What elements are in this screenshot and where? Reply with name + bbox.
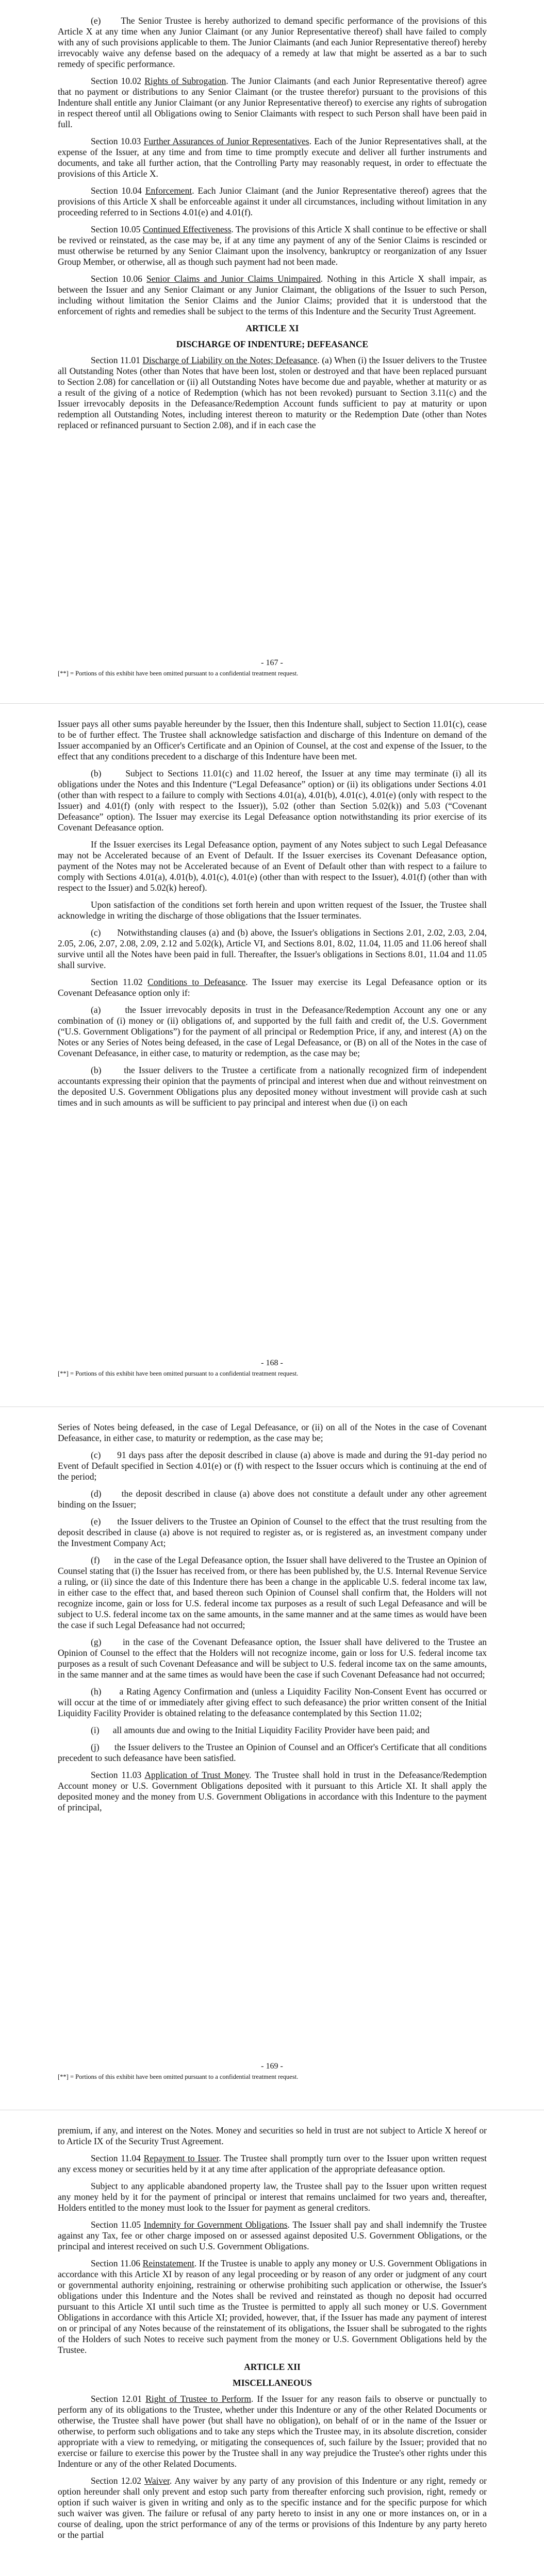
page-170 bbox=[0, 2110, 544, 2576]
paragraph bbox=[58, 136, 487, 179]
paragraph-text: (f) in the case of the Legal Defeasance option, the Issuer shall have delivered to the Trustee an Opinion of Counsel stating that (i) the Issuer has received from, or there has been published by, the U.S. Internal Revenue Service a ruling, or (ii) since the date of this Indenture there has been a change in the applicable U.S. federal income tax law, in either case to the effect that, and based thereon such Opinion of Counsel shall confirm that, the Holders will not recognize income, gain or loss for U.S. federal income tax purposes as a result of such Legal Defeasance and will be subject to U.S. federal income tax on the same amounts, in the same manner and at the same times as would have been the case if such Legal Defeasance had not occurred; bbox=[58, 1555, 487, 1630]
paragraph-text: (i) all amounts due and owing to the Initial Liquidity Facility Provider have been paid; and bbox=[91, 1725, 430, 1735]
paragraph-text: Upon satisfaction of the conditions set forth herein and upon written request of the Issuer, the Trustee shall acknowledge in writing the discharge of those obligations that the Issuer terminates. bbox=[58, 900, 487, 921]
page-169-body bbox=[58, 1422, 487, 1819]
section-heading: ARTICLE XII bbox=[244, 2362, 301, 2372]
paragraph-text: premium, if any, and interest on the Notes. Money and securities so held in trust are not subject to Article X hereof or to Article IX of the Security Trust Agreement. bbox=[58, 2125, 487, 2146]
page-number: - 167 - bbox=[261, 658, 283, 667]
paragraph-text: . The Trustee shall promptly turn over to the Issuer upon written request any excess money or securities held by it at any time after application of the appropriate defeasance option. bbox=[58, 2153, 487, 2174]
section-heading: DISCHARGE OF INDENTURE; DEFEASANCE bbox=[176, 339, 369, 349]
paragraph-text: (h) a Rating Agency Confirmation and (unless a Liquidity Facility Non-Consent Event has occurred or will occur at the time of or immediately after giving effect to such defeasance) the prior written consent of the Initial Liquidity Facility Provider is obtained relating to the defeasance contemplated by this Section 11.02; bbox=[58, 1686, 487, 1718]
confidential-footnote: [**] = Portions of this exhibit have been omitted pursuant to a confidential treatment request. bbox=[58, 670, 299, 677]
paragraph-text: Section 11.04 bbox=[91, 2153, 144, 2163]
paragraph bbox=[58, 1516, 487, 1549]
paragraph-text: . The Trustee shall hold in trust in the Defeasance/Redemption Account money or U.S. Government Obligations deposited with it pursuant to this Article XI. It shall apply the deposited money and the money from U.S. Government Obligations in accordance with this Indenture to the payment of principal, bbox=[58, 1770, 487, 1812]
paragraph bbox=[58, 2125, 487, 2147]
paragraph-text: Section 11.05 bbox=[91, 2219, 144, 2230]
paragraph bbox=[58, 1065, 487, 1108]
paragraph-text: (e) the Issuer delivers to the Trustee an Opinion of Counsel to the effect that the trust resulting from the deposit described in clause (a) above is not required to register as, or is registered as, an investment company under the Investment Company Act; bbox=[58, 1516, 487, 1548]
paragraph bbox=[58, 719, 487, 762]
page-168 bbox=[0, 703, 544, 1406]
paragraph-text: Section 10.05 bbox=[91, 224, 143, 234]
paragraph bbox=[58, 2181, 487, 2213]
section-heading: MISCELLANEOUS bbox=[233, 2378, 312, 2388]
paragraph-text: . The Junior Claimants (and each Junior Representative thereof) agree that no payment or distributions to any Senior Claimant (or the trustee therefor) pursuant to the provisions of this Indenture shall entitle any Junior Claimant (or any Junior Representative thereof) to exercise any rights of subrogation in respect thereof until all Obligations owing to Senior Claimants with respect to such Person shall have been paid in full. bbox=[58, 76, 487, 129]
paragraph bbox=[58, 224, 487, 267]
page-168-body bbox=[58, 719, 487, 1114]
paragraph-text: . Nothing in this Article X shall impair, as between the Issuer and any Senior Claimant or any Junior Claimant, the obligations of the Issuer to such Person, including without limitation the Senior Claims and the Junior Claims; provided that it is understood that the enforcement of rights and remedies shall be subject to the terms of this Indenture and the Security Trust Agreement. bbox=[58, 274, 487, 316]
paragraph bbox=[58, 1422, 487, 1444]
paragraph-text: Section 10.06 bbox=[91, 274, 146, 284]
section-caption: Reinstatement bbox=[142, 2258, 194, 2268]
section-caption: Rights of Subrogation bbox=[144, 76, 226, 86]
page-167 bbox=[0, 0, 544, 703]
section-caption: Waiver bbox=[144, 2476, 170, 2486]
paragraph bbox=[58, 900, 487, 921]
paragraph-text: Section 11.01 bbox=[91, 355, 143, 365]
page-167-body bbox=[58, 15, 487, 437]
paragraph bbox=[58, 1770, 487, 1813]
section-caption: Repayment to Issuer bbox=[143, 2153, 219, 2163]
paragraph-text: Section 11.02 bbox=[91, 977, 148, 987]
paragraph-text: (c) Notwithstanding clauses (a) and (b) above, the Issuer's obligations in Sections 2.01, 2.02, 2.03, 2.04, 2.05, 2.06, 2.07, 2.08, 2.09, 2.12 and 5.02(k), Article VI, and Sections 8.01, 8.02, 11.04, 11.05 and 11.06 hereof shall survive until all the Notes have been paid in full. Thereafter, the Issuer's obligations in Sections 8.01, 11.04 and 11.05 shall survive. bbox=[58, 927, 487, 970]
paragraph-text: . The Issuer shall pay and shall indemnify the Trustee against any Tax, fee or other charge imposed on or assessed against deposited U.S. Government Obligations, or the principal and interest received on such U.S. Government Obligations. bbox=[58, 2219, 487, 2251]
paragraph bbox=[58, 1637, 487, 1680]
paragraph-text: Section 11.06 bbox=[91, 2258, 143, 2268]
paragraph-text: Section 12.02 bbox=[91, 2476, 144, 2486]
paragraph bbox=[58, 2153, 487, 2175]
paragraph-text: Issuer pays all other sums payable hereunder by the Issuer, then this Indenture shall, subject to Section 11.01(c), cease to be of further effect. The Trustee shall acknowledge satisfaction and discharge of this Indenture on demand of the Issuer accompanied by an Officer's Certificate and an Opinion of Counsel, at the cost and expense of the Issuer, to the effect that any conditions precedent to a discharge of this Indenture have been met. bbox=[58, 719, 487, 761]
paragraph-text: Section 10.03 bbox=[91, 136, 144, 146]
paragraph-text: . If the Trustee is unable to apply any money or U.S. Government Obligations in accordance with this Article XI by reason of any legal proceeding or by reason of any order or judgment of any court or governmental authority enjoining, restraining or otherwise prohibiting such application or otherwise, the Issuer's obligations under this Indenture and the Notes shall be revived and reinstated as though no deposit had occurred pursuant to this Article XI until such time as the Trustee is permitted to apply all such money or U.S. Government Obligations in accordance with this Article XI; provided, however, that, if the Issuer has made any payment of interest on or principal of any Notes because of the reinstatement of its obligations, the Issuer shall be subrogated to the rights of the Holders of such Notes to receive such payment from the money or U.S. Government Obligations held by the Trustee. bbox=[58, 2258, 487, 2355]
paragraph-text: (a) the Issuer irrevocably deposits in trust in the Defeasance/Redemption Account any one or any combination of (i) money or (ii) obligations of, and supported by the full faith and credit of, the U.S. Government (“U.S. Government Obligations”) for the payment of all principal or Redemption Price, if any, and interest (A) on the Notes or any Series of Notes being defeased, in the case of Legal Defeasance, or (B) on all of the Notes in the case of Covenant Defeasance, in either case, to maturity or redemption, as the case may be; bbox=[58, 1005, 487, 1058]
paragraph bbox=[58, 355, 487, 431]
paragraph bbox=[58, 1742, 487, 1764]
paragraph bbox=[58, 927, 487, 971]
paragraph-text: Section 10.02 bbox=[91, 76, 145, 86]
section-heading: ARTICLE XI bbox=[245, 323, 299, 333]
confidential-footnote: [**] = Portions of this exhibit have been omitted pursuant to a confidential treatment request. bbox=[58, 2073, 299, 2080]
paragraph bbox=[58, 768, 487, 833]
paragraph bbox=[58, 1488, 487, 1510]
paragraph bbox=[58, 2219, 487, 2252]
paragraph-text: (c) 91 days pass after the deposit described in clause (a) above is made and during the 91-day period no Event of Default specified in Section 4.01(e) or (f) with respect to the Issuer occurs which is continuing at the end of the period; bbox=[58, 1450, 487, 1482]
paragraph-text: (b) Subject to Sections 11.01(c) and 11.02 hereof, the Issuer at any time may terminate (i) all its obligations under the Notes and this Indenture (“Legal Defeasance” option) or (ii) its obligations under Sections 4.01 (other than with respect to a failure to comply with Sections 4.01(a), 4.01(b), 4.01(c), 4.01(e) (only with respect to the Issuer) and 4.01(f) (only with respect to the Issuer)), 5.02 (other than Section 5.02(k)) and 5.03 (“Covenant Defeasance” option). The Issuer may exercise its Legal Defeasance option notwithstanding its prior exercise of its Covenant Defeasance option. bbox=[58, 768, 487, 833]
section-caption: Senior Claims and Junior Claims Unimpaired bbox=[146, 274, 321, 284]
paragraph-text: . Each Junior Claimant (and the Junior Representative thereof) agrees that the provisions of this Article X shall be enforceable against it under all circumstances, including without limitation in any proceeding referred to in Sections 4.01(e) and 4.01(f). bbox=[58, 185, 487, 217]
section-caption: Application of Trust Money bbox=[144, 1770, 250, 1780]
section-caption: Indemnity for Government Obligations bbox=[143, 2219, 288, 2230]
paragraph bbox=[58, 1686, 487, 1719]
paragraph bbox=[58, 1555, 487, 1631]
page-170-body bbox=[58, 2125, 487, 2547]
section-caption: Discharge of Liability on the Notes; Defeasance bbox=[142, 355, 318, 365]
paragraph-text: . The Issuer may exercise its Legal Defeasance option or its Covenant Defeasance option only if: bbox=[58, 977, 487, 998]
paragraph bbox=[58, 15, 487, 70]
paragraph-text: . If the Issuer for any reason fails to observe or punctually to perform any of its obligations to the Trustee, whether under this Indenture or any of the other Related Documents or otherwise, the Trustee shall have power (but shall have no obligation), on behalf of or in the name of the Issuer or otherwise, to perform such obligations and to take any steps which the Trustee may, in its absolute discretion, consider appropriate with a view to remedying, or mitigating the consequences of, such failure by the Issuer; provided that no exercise or failure to exercise this power by the Trustee shall in any way prejudice the Trustee's other rights under this Indenture or any of the other Related Documents. bbox=[58, 2394, 487, 2469]
paragraph-text: (e) The Senior Trustee is hereby authorized to demand specific performance of the provisions of this Article X at any time when any Junior Claimant (or any Junior Representative thereof) shall have failed to comply with any of such provisions applicable to them. The Junior Claimants (and each Junior Representative thereof) hereby irrevocably waive any defense based on the adequacy of a remedy at law that might be asserted as a bar to such remedy of specific performance. bbox=[58, 15, 487, 69]
paragraph-text: (d) the deposit described in clause (a) above does not constitute a default under any other agreement binding on the Issuer; bbox=[58, 1488, 487, 1510]
paragraph-text: If the Issuer exercises its Legal Defeasance option, payment of any Notes subject to such Legal Defeasance may not be Accelerated because of an Event of Default. If the Issuer exercises its Covenant Defeasance option, payment of the Notes may not be Accelerated because of an Event of Default other than with respect to a failure to comply with Sections 4.01(a), 4.01(b), 4.01(c), 4.01(e) (other than with respect to the Issuer), 4.01(f) (other than with respect to the Issuer) and 5.02(k) hereof). bbox=[58, 839, 487, 893]
paragraph-text: (j) the Issuer delivers to the Trustee an Opinion of Counsel and an Officer's Certificate that all conditions precedent to such defeasance have been satisfied. bbox=[58, 1742, 487, 1763]
paragraph bbox=[58, 1725, 487, 1736]
paragraph-text: . Any waiver by any party of any provision of this Indenture or any right, remedy or option hereunder shall only prevent and estop such party from thereafter enforcing such provision, right, remedy or option if such waiver is given in writing and only as to the specific instance and for the specific purpose for which such waiver was given. The failure or refusal of any party hereto to insist in any one or more instances on, or in a course of dealing, upon the strict performance of any of the terms or provisions of this Indenture by any party hereto or the partial bbox=[58, 2476, 487, 2540]
section-caption: Right of Trustee to Perform bbox=[145, 2394, 251, 2404]
paragraph bbox=[58, 1450, 487, 1482]
section-caption: Further Assurances of Junior Representatives bbox=[143, 136, 309, 146]
paragraph-text: Section 10.04 bbox=[91, 185, 145, 196]
paragraph bbox=[58, 76, 487, 130]
paragraph-text: Series of Notes being defeased, in the case of Legal Defeasance, or (ii) on all of the Notes in the case of Covenant Defeasance, in either case, to maturity or redemption, as the case may be; bbox=[58, 1422, 487, 1443]
paragraph-text: Section 12.01 bbox=[91, 2394, 146, 2404]
page-number: - 168 - bbox=[261, 1359, 283, 1367]
confidential-footnote: [**] = Portions of this exhibit have been omitted pursuant to a confidential treatment request. bbox=[58, 1370, 299, 1377]
page-169 bbox=[0, 1406, 544, 2110]
paragraph-text: . Each of the Junior Representatives shall, at the expense of the Issuer, at any time and from time to time promptly execute and deliver all further instruments and documents, and take all further action, that the Controlling Party may reasonably request, in order to effectuate the provisions of this Article X. bbox=[58, 136, 487, 179]
section-caption: Enforcement bbox=[145, 185, 192, 196]
paragraph-text: (g) in the case of the Covenant Defeasance option, the Issuer shall have delivered to the Trustee an Opinion of Counsel to the effect that the Holders will not recognize income, gain or loss for U.S. federal income tax purposes as a result of such Covenant Defeasance and will be subject to U.S. federal income tax on the same amounts, in the same manner and at the same times as would have been the case if such Covenant Defeasance had not occurred; bbox=[58, 1637, 487, 1680]
paragraph bbox=[58, 2476, 487, 2540]
paragraph bbox=[58, 2394, 487, 2469]
paragraph-text: (b) the Issuer delivers to the Trustee a certificate from a nationally recognized firm of independent accountants expressing their opinion that the payments of principal and interest when due and without reinvestment on the deposited U.S. Government Obligations plus any deposited money without investment will provide cash at such times and in such amounts as will be sufficient to pay principal and interest when due (i) on each bbox=[58, 1065, 487, 1108]
paragraph bbox=[58, 2258, 487, 2355]
paragraph-text: Subject to any applicable abandoned property law, the Trustee shall pay to the Issuer upon written request any money held by it for the payment of principal or interest that remains unclaimed for two years and, thereafter, Holders entitled to the money must look to the Issuer for payment as general creditors. bbox=[58, 2181, 487, 2213]
paragraph bbox=[58, 185, 487, 218]
section-caption: Conditions to Defeasance bbox=[147, 977, 246, 987]
paragraph bbox=[58, 977, 487, 998]
paragraph-text: Section 11.03 bbox=[91, 1770, 145, 1780]
paragraph bbox=[58, 839, 487, 893]
paragraph-text: . (a) When (i) the Issuer delivers to the Trustee all Outstanding Notes (other than Notes that have been lost, stolen or destroyed and that have been replaced pursuant to Section 2.08) for cancellation or (ii) all Outstanding Notes have become due and payable, whether at maturity or as a result of the giving of a notice of Redemption (which has not been revoked) pursuant to Section 3.11(c) and the Issuer irrevocably deposits in the Defeasance/Redemption Account funds sufficient to pay at maturity or upon redemption all Outstanding Notes, including interest thereon to maturity or the Redemption Date (other than Notes replaced or refinanced pursuant to Section 2.08), and if in each case the bbox=[58, 355, 487, 430]
paragraph bbox=[58, 274, 487, 317]
paragraph-text: . The provisions of this Article X shall continue to be effective or shall be revived or reinstated, as the case may be, if at any time any payment of any of the Senior Claims is rescinded or must otherwise be returned by any Senior Claimant upon the insolvency, bankruptcy or reorganization of any Issuer Group Member, or otherwise, all as though such payment had not been made. bbox=[58, 224, 487, 267]
paragraph bbox=[58, 1005, 487, 1059]
section-caption: Continued Effectiveness bbox=[143, 224, 232, 234]
page-number: - 169 - bbox=[261, 2062, 283, 2071]
